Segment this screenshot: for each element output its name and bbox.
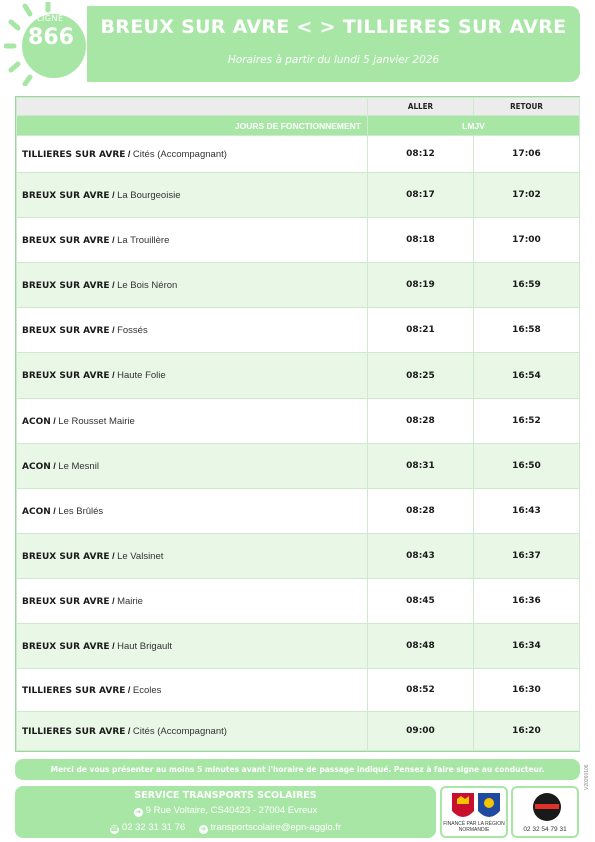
aller-time: 08:19 bbox=[368, 263, 474, 308]
region-normandie-logo bbox=[440, 786, 508, 838]
stop-name-cell: BREUX SUR AVRE / Mairie bbox=[17, 579, 368, 624]
stop-commune: BREUX SUR AVRE bbox=[22, 280, 110, 291]
stop-name-cell: BREUX SUR AVRE / Haut Brigault bbox=[17, 624, 368, 669]
aller-time: 08:52 bbox=[368, 669, 474, 712]
column-header-aller: ALLER bbox=[368, 98, 474, 116]
stop-place: Le Mesnil bbox=[58, 460, 99, 472]
operating-days-row bbox=[17, 116, 580, 136]
aller-time: 09:00 bbox=[368, 712, 474, 751]
stop-commune: BREUX SUR AVRE bbox=[22, 235, 110, 246]
retour-time: 16:52 bbox=[474, 399, 580, 444]
stop-commune: ACON bbox=[22, 506, 51, 517]
stop-name-cell: ACON / Le Rousset Mairie bbox=[17, 399, 368, 444]
table-row bbox=[17, 136, 580, 173]
timetable bbox=[15, 96, 580, 752]
stop-place: Les Brûlés bbox=[58, 505, 104, 517]
operator-phone: 02 32 54 79 31 bbox=[523, 826, 567, 833]
retour-time: 16:37 bbox=[474, 534, 580, 579]
stop-name-cell: ACON / Les Brûlés bbox=[17, 489, 368, 534]
aller-time: 08:21 bbox=[368, 308, 474, 353]
stop-name-cell: ACON / Le Mesnil bbox=[17, 444, 368, 489]
stop-place: Le Bois Néron bbox=[117, 279, 178, 291]
retour-time: 16:58 bbox=[474, 308, 580, 353]
service-contact-box bbox=[15, 786, 436, 838]
stop-place: Ecoles bbox=[132, 684, 162, 696]
badge-label: LIGNE bbox=[37, 14, 64, 23]
stop-name-cell: TILLIERES SUR AVRE / Cités (Accompagnant) bbox=[17, 136, 368, 173]
operating-days-value: LMJV bbox=[368, 116, 580, 136]
aller-time: 08:48 bbox=[368, 624, 474, 669]
stop-name-cell: TILLIERES SUR AVRE / Ecoles bbox=[17, 669, 368, 712]
aller-time: 08:28 bbox=[368, 399, 474, 444]
retour-time: 16:20 bbox=[474, 712, 580, 751]
stop-name-cell: BREUX SUR AVRE / Fossés bbox=[17, 308, 368, 353]
email-icon: ➜ bbox=[200, 826, 206, 833]
operating-days-label: JOURS DE FONCTIONNEMENT bbox=[17, 116, 368, 136]
transport-operator-logo bbox=[511, 786, 579, 838]
table-row bbox=[17, 534, 580, 579]
table-row bbox=[17, 308, 580, 353]
column-header-retour: RETOUR bbox=[474, 98, 580, 116]
stop-place: Le Rousset Mairie bbox=[58, 415, 135, 427]
phone-icon: ☎ bbox=[110, 826, 119, 833]
retour-time: 17:02 bbox=[474, 173, 580, 218]
email-link[interactable]: transportscolaire@epn-agglo.fr bbox=[210, 822, 342, 833]
aller-time: 08:18 bbox=[368, 218, 474, 263]
stop-commune: ACON bbox=[22, 461, 51, 472]
retour-time: 16:59 bbox=[474, 263, 580, 308]
address-text: 9 Rue Voltaire, CS40423 - 27004 Evreux bbox=[145, 805, 318, 816]
title-banner bbox=[87, 6, 580, 82]
stop-place: Cités (Accompagnant) bbox=[132, 725, 227, 737]
aller-time: 08:45 bbox=[368, 579, 474, 624]
page-subtitle: Horaires à partir du lundi 5 janvier 2026 bbox=[227, 54, 440, 66]
stop-place: Cités (Accompagnant) bbox=[132, 148, 227, 160]
table-row bbox=[17, 173, 580, 218]
phone-link[interactable]: 02 32 31 31 76 bbox=[121, 822, 186, 833]
stop-commune: BREUX SUR AVRE bbox=[22, 371, 110, 381]
table-row bbox=[17, 353, 580, 399]
region-crest-icon bbox=[444, 791, 508, 825]
stop-commune: ACON bbox=[22, 416, 51, 427]
stop-place: Haute Folie bbox=[117, 370, 166, 381]
stop-place: Haut Brigault bbox=[117, 640, 173, 652]
location-icon: ➜ bbox=[135, 809, 142, 816]
table-header-row bbox=[17, 98, 580, 116]
stop-commune: TILLIERES SUR AVRE bbox=[22, 149, 126, 160]
table-row bbox=[17, 218, 580, 263]
stop-name-cell: BREUX SUR AVRE / La Trouillère bbox=[17, 218, 368, 263]
table-row bbox=[17, 444, 580, 489]
service-address bbox=[15, 805, 436, 817]
stop-name-cell: TILLIERES SUR AVRE / Cités (Accompagnant) bbox=[17, 712, 368, 751]
retour-time: 16:54 bbox=[474, 353, 580, 399]
retour-time: 17:06 bbox=[474, 136, 580, 173]
table-row bbox=[17, 669, 580, 712]
stop-commune: BREUX SUR AVRE bbox=[22, 190, 110, 201]
header-blank-cell bbox=[17, 98, 368, 116]
service-contact bbox=[15, 822, 436, 834]
table-row bbox=[17, 489, 580, 534]
retour-time: 16:36 bbox=[474, 579, 580, 624]
aller-time: 08:28 bbox=[368, 489, 474, 534]
stop-commune: BREUX SUR AVRE bbox=[22, 551, 110, 562]
line-number: 866 bbox=[28, 25, 74, 50]
stop-place: La Trouillère bbox=[117, 234, 170, 246]
aller-time: 08:43 bbox=[368, 534, 474, 579]
aller-time: 08:12 bbox=[368, 136, 474, 173]
retour-time: 16:43 bbox=[474, 489, 580, 534]
stop-place: Mairie bbox=[117, 595, 143, 607]
stop-name-cell: BREUX SUR AVRE / Le Valsinet bbox=[17, 534, 368, 579]
stop-place: La Bourgeoisie bbox=[117, 189, 181, 201]
table-row bbox=[17, 624, 580, 669]
retour-time: 17:00 bbox=[474, 218, 580, 263]
table-row bbox=[17, 712, 580, 751]
stop-name-cell: BREUX SUR AVRE / Haute Folie bbox=[17, 353, 368, 399]
page-title: BREUX SUR AVRE < > TILLIERES SUR AVRE bbox=[100, 16, 567, 38]
service-title: SERVICE TRANSPORTS SCOLAIRES bbox=[134, 790, 317, 801]
document-code: V20260106 bbox=[584, 764, 590, 790]
stop-place: Le Valsinet bbox=[117, 550, 164, 562]
stop-commune: BREUX SUR AVRE bbox=[22, 325, 110, 336]
stop-name-cell: BREUX SUR AVRE / La Bourgeoisie bbox=[17, 173, 368, 218]
header bbox=[0, 0, 595, 86]
aller-time: 08:25 bbox=[368, 353, 474, 399]
table-row bbox=[17, 263, 580, 308]
boarding-notice: Merci de vous présenter au moins 5 minutes avant l'horaire de passage indiqué. Pensez à faire signe au conducteur. bbox=[15, 759, 580, 780]
aller-time: 08:31 bbox=[368, 444, 474, 489]
stop-commune: TILLIERES SUR AVRE bbox=[22, 685, 126, 696]
aller-time: 08:17 bbox=[368, 173, 474, 218]
table-row bbox=[17, 579, 580, 624]
retour-time: 16:30 bbox=[474, 669, 580, 712]
table-row bbox=[17, 399, 580, 444]
region-logo-text: FINANCÉ PAR LA RÉGION NORMANDIE bbox=[443, 821, 505, 833]
stop-commune: BREUX SUR AVRE bbox=[22, 596, 110, 607]
stop-commune: TILLIERES SUR AVRE bbox=[22, 726, 126, 737]
stop-commune: BREUX SUR AVRE bbox=[22, 641, 110, 652]
operator-emblem-icon bbox=[515, 791, 579, 825]
retour-time: 16:50 bbox=[474, 444, 580, 489]
stop-name-cell: BREUX SUR AVRE / Le Bois Néron bbox=[17, 263, 368, 308]
stop-place: Fossés bbox=[117, 324, 148, 336]
retour-time: 16:34 bbox=[474, 624, 580, 669]
